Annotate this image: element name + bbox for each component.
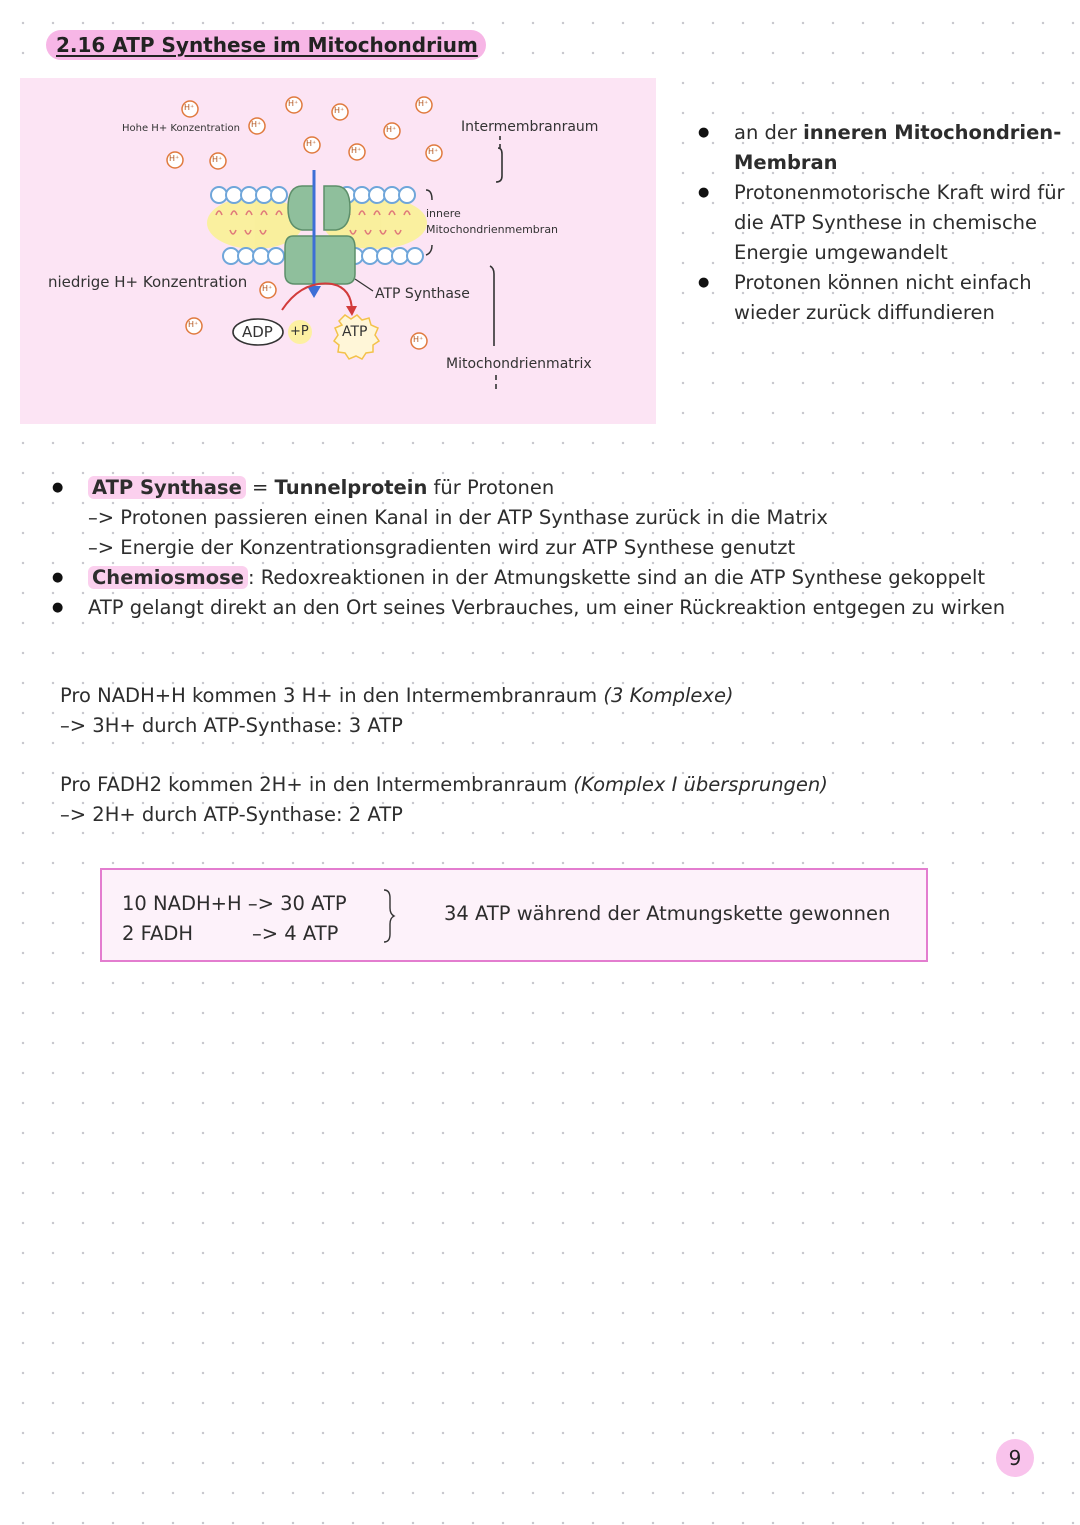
intermembrane-bracket [496,136,502,182]
proton-label: H⁺ [212,155,223,164]
nadh-calculation [60,681,734,741]
bullet-text: an der [734,121,804,144]
proton-label: H⁺ [386,125,397,134]
calc-line: –> 2H+ durch ATP-Synthase: 2 ATP [60,803,403,826]
label-plus-p: +P [290,324,309,339]
definition-list [52,473,1052,623]
synthase-pointer-line [355,279,373,291]
label-atp: ATP [342,324,368,340]
bold-term: Tunnelprotein [274,476,428,499]
proton-label: H⁺ [413,335,424,344]
curly-bracket-icon [382,886,396,946]
list-item [52,593,1052,623]
highlighted-term: ATP Synthase [88,476,246,499]
calc-line [60,681,734,711]
summary-row-fadh-label: 2 FADH [122,922,194,945]
label-adp: ADP [242,323,273,341]
proton-label: H⁺ [351,146,362,155]
list-item [698,268,1073,328]
calc-text: Pro FADH2 kommen 2H+ in den Intermembranraum [60,773,574,796]
calc-text: Pro NADH+H kommen 3 H+ in den Intermembranraum [60,684,604,707]
summary-row-nadh: 10 NADH+H –> 30 ATP [122,892,347,915]
atp-synthase-diagram [20,78,656,424]
label-low-concentration: niedrige H+ Konzentration [48,273,248,291]
list-item [698,178,1073,268]
bullet-bold-text: inneren Mitochondrien-Membran [734,121,1062,174]
sub-text: –> Protonen passieren einen Kanal in der ATP Synthase zurück in die Matrix [88,506,828,529]
calc-note: (3 Komplexe) [603,684,734,707]
sub-text: –> Energie der Konzentrationsgradienten wird zur ATP Synthese genutzt [88,536,796,559]
calc-line: –> 3H+ durch ATP-Synthase: 3 ATP [60,714,403,737]
proton-label: H⁺ [334,106,345,115]
label-inner-membrane-1: innere [426,207,461,220]
bullet-text: Protonen können nicht einfach wieder zurück diffundieren [734,271,1032,324]
label-high-concentration: Hohe H+ Konzentration [122,123,240,134]
calc-note: (Komplex I übersprungen) [573,773,828,796]
page-number: 9 [996,1439,1034,1477]
bullet-text: ATP gelangt direkt an den Ort seines Verbrauches, um einer Rückreaktion entgegen zu wirken [88,596,1006,619]
list-item [52,473,1052,503]
label-intermembrane-space: Intermembranraum [461,119,599,135]
proton-label: H⁺ [169,154,180,163]
bullet-text: Protonenmotorische Kraft wird für die ATP Synthese in chemische Energie umgewandelt [734,181,1065,264]
proton-label: H⁺ [251,120,262,129]
label-inner-membrane-2: Mitochondrienmembran [426,223,559,236]
summary-result: 34 ATP während der Atmungskette gewonnen [444,902,891,925]
sub-item [52,503,1052,533]
equals-sign: = [245,476,275,499]
proton-label: H⁺ [288,99,299,108]
fadh-calculation [60,770,828,830]
label-atp-synthase: ATP Synthase [375,286,470,302]
list-item [698,118,1073,178]
proton-label: H⁺ [184,103,195,112]
highlighted-term: Chemiosmose [88,566,248,589]
proton-label: H⁺ [262,284,273,293]
key-facts-list [698,118,1073,328]
proton-label: H⁺ [418,99,429,108]
sub-item [52,533,1052,563]
proton-label: H⁺ [188,320,199,329]
summary-row-fadh-value: –> 4 ATP [252,922,339,945]
label-matrix: Mitochondrienmatrix [446,356,592,372]
summary-box [100,868,928,962]
proton-label: H⁺ [306,139,317,148]
calc-line [60,770,828,800]
list-item [52,563,1052,593]
page-title: 2.16 ATP Synthese im Mitochondrium [46,30,486,60]
bullet-text: für Protonen [427,476,555,499]
proton-label: H⁺ [428,147,439,156]
bullet-text: : Redoxreaktionen in der Atmungskette sind an die ATP Synthese gekoppelt [247,566,986,589]
